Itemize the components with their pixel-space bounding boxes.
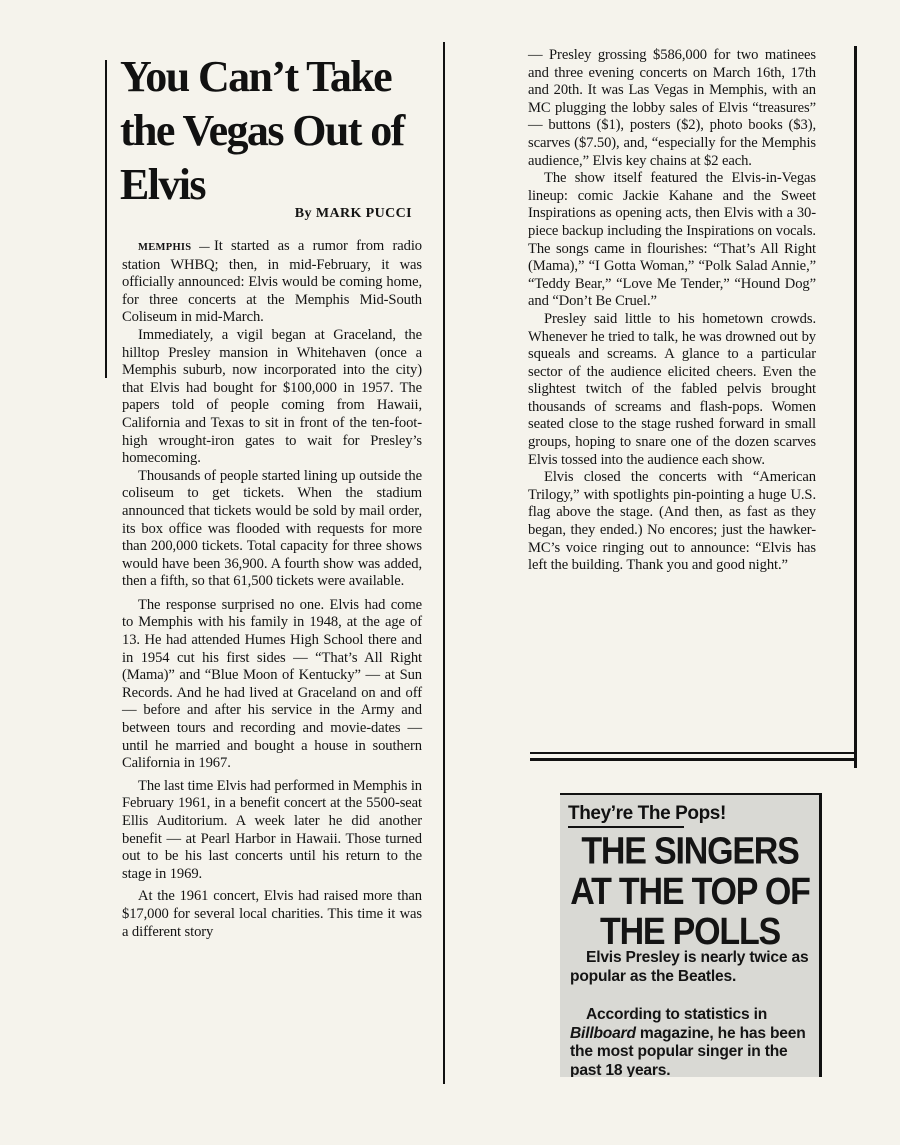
article-dateline: MEMPHIS — (138, 242, 210, 253)
article-paragraph: Thousands of people started lining up outside the coliseum to get tickets. When the stadium announced that tickets would be sold by mail order, its box office was flooded with requests for more than 200,000 tickets. Total capacity for three shows would have been 36,900. A fourth show was added, then a fifth, so that 61,500 tickets were available. (122, 467, 422, 590)
article-paragraph: The show itself featured the Elvis-in-Vegas lineup: comic Jackie Kahane and the Sweet Inspirations as opening acts, then Elvis with a 30-piece backup including the Inspirations on vocals. The songs came in flourishes: “That’s All Right (Mama),” “I Gotta Woman,” “Polk Salad Annie,” “Teddy Bear,” “Love Me Tender,” “Hound Dog” and “Don’t Be Cruel.” (528, 170, 816, 310)
article-byline: By MARK PUCCI (294, 206, 412, 221)
article-paragraph: MEMPHIS — It started as a rumor from radio station WHBQ; then, in mid-February, it was officially announced: Elvis would be coming home, for three concerts at the Memphis Mid-South Coliseum in mid-March. (122, 238, 422, 326)
article-headline: You Can’t Take the Vegas Out of Elvis (120, 52, 404, 209)
article-paragraph: — Presley grossing $586,000 for two matinees and three evening concerts on March 16th, 17th and 20th. It was Las Vegas in Memphis, with an MC plugging the lobby sales of Elvis “treasures” — buttons ($1), posters ($2), photo books ($3), scarves ($7.50), and, “especially for the Memphis audience,” Elvis key chains at $2 each. (528, 47, 816, 169)
article-paragraph: Presley said little to his hometown crowds. Whenever he tried to talk, he was drowned out by squeals and screams. A glance to a particular sector of the audience elicited cheers. Even the slightest twitch of the fabled pelvis brought thousands of screams and flash-pops. Women seated close to the stage rushed forward in small groups, hoping to snare one of the dozen scarves Elvis tossed into the audience each show. (528, 310, 816, 468)
pasted-clipping (560, 793, 822, 1077)
clipping-paragraph-1: Elvis Presley is nearly twice as popular as the Beatles. (570, 949, 809, 985)
center-column-rule (443, 42, 445, 1084)
article-paragraph: The last time Elvis had performed in Memphis in February 1961, in a benefit concert at the 5500-seat Ellis Auditorium. A week later he did another benefit — at Pearl Harbor in Hawaii. Those turned out to be his last concerts until his return to the stage in 1969. (122, 777, 422, 882)
bottom-rule-lower (530, 758, 857, 761)
clipping-kicker: They’re The Pops! (568, 803, 726, 824)
clipping-top-border (560, 793, 822, 795)
left-column-rule (105, 60, 107, 378)
article-paragraph: The response surprised no one. Elvis had come to Memphis with his family in 1948, at the age of 13. He had attended Humes High School there and in 1954 cut his first sides — “That’s All Right (Mama)” and “Blue Moon of Kentucky” — at Sun Records. And he had lived at Graceland on and off — before and after his service in the Army and between tours and recording and movie-dates — until he married and bought a house in southern California in 1967. (122, 596, 422, 772)
article-column-right (528, 47, 816, 575)
article-paragraph: Immediately, a vigil began at Graceland, the hilltop Presley mansion in Whitehaven (once a Memphis suburb, now incorporated into the city) that Elvis had bought for $100,000 in 1957. The papers told of people coming from Hawaii, California and Texas to sit in front of the ten-foot-high wrought-iron gates to wait for Presley’s homecoming. (122, 326, 422, 467)
clipping-right-border (819, 793, 822, 1077)
article-paragraph: Elvis closed the concerts with “American Trilogy,” with spotlights pin-pointing a huge U.S. flag above the stage. (And then, as fast as they began, they ended.) No encores; just the hawker-MC’s voice ringing out to announce: “Elvis has left the building. Thank you and good night.” (528, 469, 816, 574)
bottom-rule-upper (530, 752, 857, 754)
clipping-headline: THE SINGERS AT THE TOP OF THE POLLS (570, 829, 810, 954)
clipping-paragraph-2: According to statistics in Billboard magazine, he has been the most popular singer in the past 18 years. (570, 1006, 806, 1077)
article-paragraph: At the 1961 concert, Elvis had raised more than $17,000 for several local charities. This time it was a different story (122, 888, 422, 940)
clipping-kicker-underline (568, 826, 684, 828)
article-column-left (122, 238, 422, 941)
right-column-rule (854, 46, 857, 768)
clipping-magazine-name: Billboard (570, 1024, 636, 1042)
